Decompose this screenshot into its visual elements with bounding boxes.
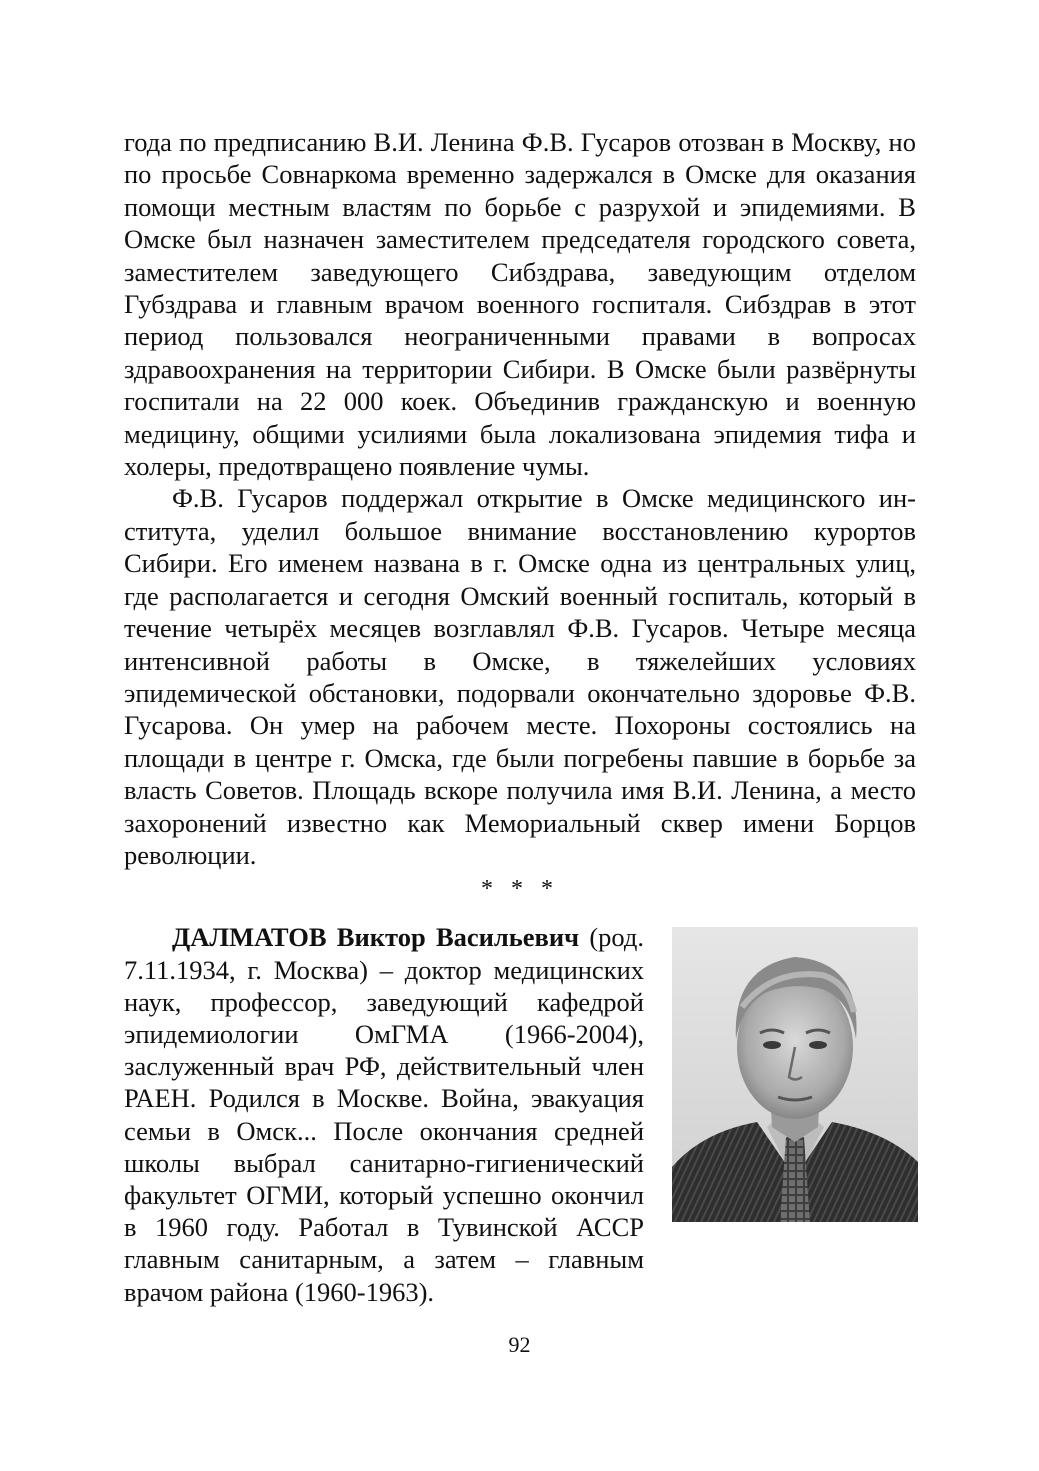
portrait-photo [672, 927, 918, 1222]
paragraph-1: года по предписанию В.И. Ленина Ф.В. Гусаров отозван в Москву, но по просьбе Совнаркома временно задержался в Омске для оказания помощи местным властям по борьбе с разрухой и эпидемиями. В Омске был назначен заместителем председателя городского совета, заместителем заведующего Сибздрава, заведующим отделом Губздрава и главным врачом военного госпиталя. Сибздрав в этот период пользовался неограниченными правами в вопросах здравоохранения на территории Сибири. В Омске были развёрнуты госпитали на 22 000 коек. Объединив гражданскую и военную медицину, общими усилиями была локализована эпидемия тифа и холеры, предотвращено появление чумы. [124, 127, 916, 482]
biography-text [124, 921, 644, 1307]
biography-body: (род. 7.11.1934, г. Москва) – доктор медицинских наук, профессор, заведующий кафедрой эпидемиологии ОмГМА (1966-2004), заслуженный врач РФ, действительный член РАЕН. Родился в Москве. Война, эвакуация семьи в Омск... После окончания средней школы выбрал санитарно-гигиенический факультет ОГМИ, который успешно окончил в 1960 году. Работал в Тувинской АССР главным санитарным, а затем – главным врачом района (1960-1963). [124, 922, 644, 1307]
paragraph-2: Ф.В. Гусаров поддержал открытие в Омске медицинского института, уделил большое внимание восстановлению курортов Сибири. Его именем названа в г. Омске одна из центральных улиц, где располагается и сегодня Омский военный госпиталь, который в течение четырёх месяцев возглавлял Ф.В. Гусаров. Четыре месяца интенсивной работы в Омске, в тяжелейших условиях эпидемической обстановки, подорвали окончательно здоровье Ф.В. Гусарова. Он умер на рабочем месте. Похороны состоялись на площади в центре г. Омска, где были погребены павшие в борьбе за власть Советов. Площадь вскоре получила имя В.И. Ленина, а место захоронений известно как Мемориальный сквер имени Борцов революции. [124, 483, 916, 870]
person-name: ДАЛМАТОВ Виктор Васильевич [172, 922, 580, 953]
portrait-image [672, 927, 918, 1222]
section-separator: * * * [481, 876, 559, 903]
page-number: 92 [508, 1332, 531, 1357]
page-content [124, 126, 916, 1308]
biography-entry [124, 921, 916, 1307]
